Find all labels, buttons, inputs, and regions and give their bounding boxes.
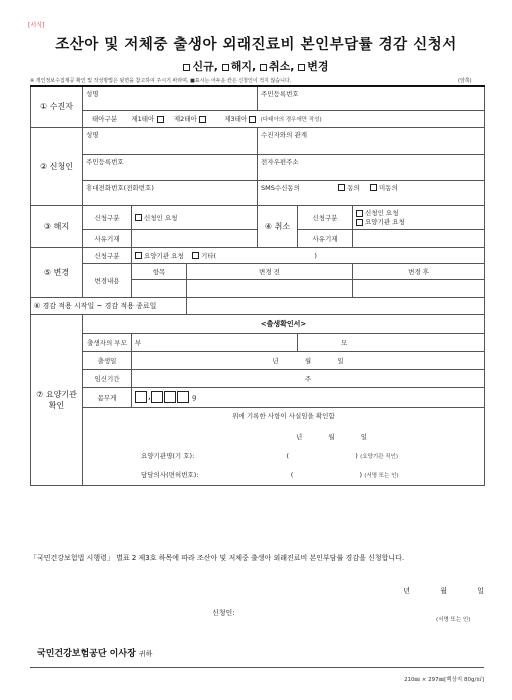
birth-day-label: 일 (337, 356, 344, 365)
checkbox-terminate[interactable] (222, 64, 229, 71)
page-mark: (앞쪽) (458, 78, 472, 84)
application-date[interactable] (0, 586, 484, 596)
weight-digit-1[interactable] (135, 391, 147, 403)
section-reduction-period-label: ⑥ 경감 적용 시작일 ~ 경감 적용 종료일 (34, 301, 157, 310)
patient-resident-no-field[interactable] (258, 86, 485, 110)
applicant-email-label: 전자우편주소 (261, 157, 299, 166)
applicant-signature-label: 신청인: (212, 609, 235, 617)
sms-disagree-label: 미동의 (379, 183, 398, 192)
bottom-divider (30, 667, 484, 668)
sms-agree-label: 동의 (347, 183, 360, 192)
section-terminate-label: ③ 해지 (31, 205, 83, 247)
birth-certificate-title: <출생확인서> (83, 314, 485, 333)
doctor-sign-note: (서명 또는 인) (364, 473, 399, 480)
paper-spec: 210㎜ × 297㎜[백상지 80g/㎡] (404, 677, 484, 683)
change-before-header: 변경 전 (259, 267, 280, 276)
fetus-note: (다태아의 경우에만 작성) (260, 117, 322, 123)
sms-agree-checkbox[interactable] (338, 184, 345, 191)
checkbox-cancel[interactable] (260, 64, 267, 71)
fetus3-checkbox[interactable] (249, 116, 256, 123)
section-patient-label: ① 수진자 (31, 86, 83, 127)
mother-field[interactable] (298, 333, 485, 351)
fetus2-checkbox[interactable] (199, 116, 206, 123)
applicant-sign-note: (서명 또는 인) (436, 617, 471, 623)
type-cancel-label: 취소 (269, 60, 291, 73)
gestation-label: 임신기간 (94, 374, 120, 383)
section-cancel-label: ④ 취소 (258, 205, 298, 247)
fetus-type-label: 태아구분 (92, 115, 118, 123)
institution-name-row[interactable]: 요양기관명(기 호): ( ) (요양기관 직인) (83, 445, 485, 465)
confirm-month-label: 월 (328, 432, 335, 441)
recipient (37, 646, 152, 659)
terminate-type-label: 신청구분 (94, 213, 120, 222)
birth-month-label: 월 (304, 356, 312, 365)
patient-resident-no-label: 주민등록번호 (261, 90, 299, 98)
terminate-applicant-label: 신청인 요청 (144, 213, 178, 222)
recipient-name: 국민건강보험공단 이사장 (37, 649, 136, 659)
cancel-applicant-label: 신청인 요청 (365, 209, 399, 217)
weight-unit: g (192, 393, 197, 401)
change-other-close: ) (314, 251, 317, 260)
cancel-applicant-checkbox[interactable] (356, 210, 363, 217)
type-terminate-label: 해지 (230, 60, 252, 73)
cancel-reason-label: 사유기재 (312, 234, 338, 243)
change-institution-label: 요양기관 요청 (144, 251, 184, 260)
institution-seal-note: (요양기관 직인) (360, 453, 398, 460)
terminate-reason-label: 사유기재 (94, 234, 120, 243)
doctor-row[interactable]: 담당의사(면허번호): ( ) (서명 또는 인) (83, 465, 485, 485)
weight-digit-3[interactable] (164, 391, 176, 403)
birth-date-label: 출생일 (97, 356, 117, 365)
page-title: 조산아 및 저체중 출생아 외래진료비 본인부담률 경감 신청서 (55, 37, 457, 53)
parents-label: 출생자의 부모 (87, 338, 127, 347)
weight-digit-2[interactable] (151, 391, 163, 403)
applicant-name-field[interactable] (83, 127, 258, 154)
terminate-reason-field[interactable] (132, 229, 258, 247)
confirm-text: 위에 기록한 사항이 사실임을 확인함 (232, 411, 335, 420)
fetus2-label: 제2태아 (173, 115, 197, 123)
section-institution-label: ⑦ 요양기관 확인 (31, 314, 83, 485)
form-tag: [서식] (28, 22, 45, 29)
change-content-label: 변경내용 (94, 276, 120, 285)
cancel-type-label: 신청구분 (312, 213, 338, 222)
applicant-phone-label: 휴대전화번호(전화번호) (86, 183, 154, 192)
change-before-field[interactable] (187, 279, 353, 297)
applicant-resident-no-field[interactable] (83, 154, 258, 180)
checkbox-new[interactable] (183, 64, 190, 71)
reduction-period-field[interactable] (187, 297, 485, 314)
change-other-label: 기타( (200, 251, 217, 260)
section-change-label: ⑤ 변경 (31, 247, 83, 297)
application-day-label: 일 (477, 587, 484, 595)
applicant-phone-field[interactable] (83, 180, 258, 205)
doctor-label: 담당의사(면허번호): (141, 471, 199, 480)
institution-name-label: 요양기관명(기 호): (141, 451, 195, 460)
weight-label: 몸무게 (97, 393, 117, 402)
applicant-relation-field[interactable] (258, 127, 485, 154)
checkbox-change[interactable] (298, 64, 305, 71)
confirm-year-label: 년 (296, 432, 303, 441)
fetus1-checkbox[interactable] (157, 116, 164, 123)
change-institution-checkbox[interactable] (135, 252, 142, 259)
legal-statement: 「국민건강보험법 시행령」 별표 2 제3호 하목에 따라 조산아 및 저체중 출생아 외래진료비 본인부담률 경감을 신청합니다. (30, 554, 405, 562)
sms-disagree-checkbox[interactable] (370, 184, 377, 191)
birth-date-field[interactable] (132, 351, 485, 369)
change-item-field[interactable] (132, 279, 187, 297)
change-item-header: 항목 (152, 267, 166, 276)
application-type-row: 신규, 해지, 취소, 변경 (0, 58, 512, 74)
application-year-label: 년 (403, 587, 410, 595)
birth-year-label: 년 (272, 356, 279, 365)
gestation-field[interactable] (132, 369, 485, 387)
change-after-field[interactable] (353, 279, 485, 297)
weight-digit-4[interactable] (177, 391, 189, 403)
fetus1-label: 제1태아 (131, 115, 155, 123)
cancel-institution-checkbox[interactable] (356, 219, 363, 226)
notice-text: ※ 개인정보수집제공 확인 및 작성방법은 뒷면을 참고하여 주시기 바라며, ■표시는 어두운 칸은 신청인이 적지 않습니다. (30, 78, 292, 84)
cancel-reason-field[interactable] (353, 229, 485, 247)
sms-consent-label: SMS수신동의 (261, 183, 300, 192)
weight-field[interactable]: , g (132, 387, 485, 407)
terminate-applicant-checkbox[interactable] (135, 214, 142, 221)
applicant-name-label: 성명 (86, 130, 99, 139)
confirm-day-label: 일 (360, 432, 367, 441)
section-applicant-label: ② 신청인 (31, 127, 83, 205)
applicant-email-field[interactable] (258, 154, 485, 180)
patient-name-label: 성명 (86, 90, 99, 98)
cancel-institution-label: 요양기관 요청 (365, 218, 405, 226)
applicant-relation-label: 수진자와의 관계 (261, 130, 308, 139)
application-month-label: 월 (440, 587, 447, 595)
applicant-resident-no-label: 주민등록번호 (86, 157, 124, 166)
fetus3-label: 제3태아 (224, 115, 248, 123)
recipient-suffix: 귀하 (138, 650, 153, 658)
change-type-label: 신청구분 (94, 251, 120, 260)
confirm-block (83, 407, 485, 445)
change-after-header: 변경 후 (408, 267, 429, 276)
type-change-label: 변경 (307, 60, 329, 73)
type-new-label: 신규 (192, 60, 214, 73)
gestation-week-label: 주 (304, 374, 312, 383)
sms-consent-row (258, 180, 485, 205)
confirm-date (296, 432, 481, 441)
fetus-type-row (83, 110, 485, 127)
father-label: 부 (135, 338, 142, 347)
mother-label: 모 (341, 338, 348, 347)
father-field[interactable] (132, 333, 298, 351)
change-other-checkbox[interactable] (192, 252, 199, 259)
application-form-table (30, 85, 485, 486)
